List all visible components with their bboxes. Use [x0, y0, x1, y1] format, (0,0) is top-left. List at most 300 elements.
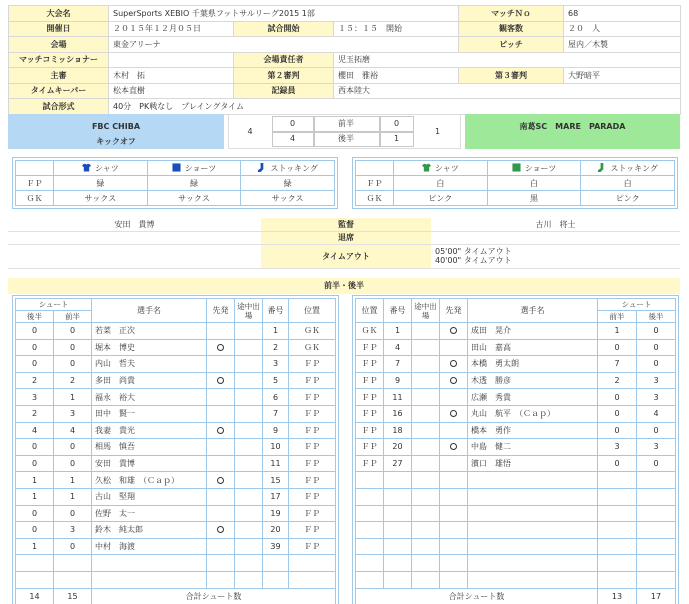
empty-cell [468, 522, 598, 539]
empty-cell [356, 555, 384, 572]
player-shots-first: 0 [54, 455, 92, 472]
shorts-header: ショーツ [524, 163, 557, 173]
empty-cell [384, 472, 412, 489]
table-row [16, 405, 336, 422]
player-number: 3 [263, 356, 289, 373]
away-total-first: 13 [598, 588, 637, 604]
empty-cell [384, 538, 412, 555]
starter-cell [207, 339, 235, 356]
starter-cell [440, 455, 468, 472]
empty-cell [207, 555, 235, 572]
away-team-name: 南葛SC MARE PARADA [519, 122, 626, 131]
empty-cell [412, 555, 440, 572]
starter-cell [207, 389, 235, 406]
player-shots-second: 0 [637, 339, 676, 356]
player-position: ＦＰ [289, 439, 336, 456]
player-name: 本橋 勇太朗 [468, 356, 598, 373]
empty-cell [637, 538, 676, 555]
table-row [356, 339, 676, 356]
player-position: ＦＰ [356, 439, 384, 456]
empty-cell [598, 505, 637, 522]
empty-cell [54, 571, 92, 588]
home-team-banner [8, 114, 224, 149]
sub-cell [235, 422, 263, 439]
sendoff-label: 退席 [261, 231, 431, 244]
player-position: ＧＫ [289, 339, 336, 356]
player-shots-second: 3 [637, 372, 676, 389]
empty-cell [54, 555, 92, 572]
home-kit-row: ＦＰ 緑 緑 緑 [16, 176, 335, 191]
player-shots-first: 0 [54, 439, 92, 456]
timekeeper-name: 松本直樹 [109, 83, 234, 99]
player-position: ＦＰ [356, 405, 384, 422]
player-shots-second: 3 [637, 439, 676, 456]
table-row [16, 455, 336, 472]
pitch-label: ピッチ [459, 37, 564, 53]
starter-cell [207, 538, 235, 555]
away-coach-name: 古川 将士 [431, 218, 680, 231]
starter-cell [440, 356, 468, 373]
table-row [356, 522, 676, 539]
empty-cell [412, 505, 440, 522]
venue-manager-name: 児玉拓磨 [334, 52, 681, 68]
player-shots-second: 4 [637, 405, 676, 422]
player-shots-first: 7 [598, 356, 637, 373]
player-number: 16 [384, 405, 412, 422]
empty-cell [440, 571, 468, 588]
table-row [16, 522, 336, 539]
player-number: 9 [263, 422, 289, 439]
player-shots-first: 0 [54, 339, 92, 356]
shorts-header: ショーツ [184, 163, 217, 173]
match-no-label: マッチＮｏ [459, 6, 564, 22]
shirt-header: シャツ [434, 163, 459, 173]
referee-label: 主審 [9, 68, 109, 84]
player-name: 田山 嘉高 [468, 339, 598, 356]
empty-cell [356, 488, 384, 505]
starter-cell [440, 389, 468, 406]
sub-cell [235, 323, 263, 340]
starter-header: 先発 [440, 299, 468, 323]
player-shots-second: 1 [16, 472, 54, 489]
away-kit-row: ＧＫ ピンク 黒 ピンク [356, 191, 675, 206]
home-coach-name: 安田 貴博 [8, 218, 261, 231]
player-shots-second: 0 [16, 439, 54, 456]
commissioner-label: マッチコミッショナー [9, 52, 109, 68]
second-ref-name: 櫻田 雅裕 [334, 68, 459, 84]
table-row [356, 439, 676, 456]
empty-cell [412, 472, 440, 489]
player-shots-second: 1 [16, 488, 54, 505]
player-name: 中村 海渡 [92, 538, 207, 555]
home-second-half-score: 4 [289, 134, 296, 143]
shoot-header: シュート [598, 299, 676, 311]
table-row [356, 571, 676, 588]
player-number: 9 [384, 372, 412, 389]
pitch-type: 屋内／木製 [564, 37, 681, 53]
player-name: 堀本 博史 [92, 339, 207, 356]
empty-cell [384, 488, 412, 505]
player-name: 鈴木 純太郎 [92, 522, 207, 539]
empty-cell [92, 571, 207, 588]
table-row [16, 488, 336, 505]
player-shots-first: 1 [54, 389, 92, 406]
away-timeouts [431, 244, 680, 268]
sub-cell [235, 488, 263, 505]
table-row [16, 422, 336, 439]
player-shots-first: 1 [54, 488, 92, 505]
starter-cell [207, 323, 235, 340]
player-shots-first: 1 [598, 323, 637, 340]
sub-cell [235, 405, 263, 422]
player-name: 木透 勝彦 [468, 372, 598, 389]
sub-cell [412, 405, 440, 422]
player-number: 6 [263, 389, 289, 406]
table-row [356, 389, 676, 406]
sub-cell [235, 339, 263, 356]
second-half-label: 後半 [338, 134, 354, 143]
player-shots-first: 0 [54, 356, 92, 373]
empty-cell [412, 522, 440, 539]
empty-cell [440, 538, 468, 555]
referee-name: 木村 拓 [109, 68, 234, 84]
table-row [16, 571, 336, 588]
starter-circle-icon [217, 526, 224, 533]
table-row [16, 372, 336, 389]
player-position: ＦＰ [356, 356, 384, 373]
player-position: ＦＰ [289, 488, 336, 505]
empty-cell [235, 571, 263, 588]
empty-cell [637, 505, 676, 522]
starter-circle-icon [217, 344, 224, 351]
table-row [16, 339, 336, 356]
away-timeout-entry: 40'00" タイムアウト [435, 256, 512, 265]
starter-cell [207, 505, 235, 522]
player-number: 20 [384, 439, 412, 456]
first-half-header: 前半 [598, 311, 637, 323]
empty-cell [356, 472, 384, 489]
sub-cell [235, 372, 263, 389]
player-name: 橋本 勇作 [468, 422, 598, 439]
match-no: 68 [564, 6, 681, 22]
starter-cell [207, 455, 235, 472]
player-number: 4 [384, 339, 412, 356]
sub-cell [412, 389, 440, 406]
player-shots-second: 0 [16, 455, 54, 472]
venue-manager-label: 会場責任者 [234, 52, 334, 68]
player-shots-first: 0 [598, 422, 637, 439]
sub-cell [412, 422, 440, 439]
number-header: 番号 [384, 299, 412, 323]
player-position: ＦＰ [289, 455, 336, 472]
away-total-score: 1 [434, 127, 441, 136]
away-team-banner [465, 114, 680, 149]
empty-cell [384, 505, 412, 522]
match-info-table [8, 5, 681, 115]
player-position: ＦＰ [289, 522, 336, 539]
shirt-icon [82, 163, 91, 172]
empty-cell [598, 472, 637, 489]
player-number: 17 [263, 488, 289, 505]
player-shots-second: 0 [637, 323, 676, 340]
recorder-name: 西本陸大 [334, 83, 681, 99]
empty-cell [598, 538, 637, 555]
home-roster-table [15, 298, 336, 604]
player-position: ＧＫ [289, 323, 336, 340]
player-shots-first: 3 [54, 405, 92, 422]
away-first-half-score: 0 [393, 119, 400, 128]
timekeeper-label: タイムキーパー [9, 83, 109, 99]
home-first-half-score: 0 [289, 119, 296, 128]
home-total-score: 4 [247, 127, 253, 136]
player-position: ＦＰ [356, 339, 384, 356]
table-row [16, 555, 336, 572]
player-position: ＦＰ [356, 422, 384, 439]
venue-name: 東金アリーナ [109, 37, 459, 53]
player-number: 1 [263, 323, 289, 340]
player-shots-first: 0 [54, 538, 92, 555]
player-name: 久松 和雄 （Ｃａｐ） [92, 472, 207, 489]
away-second-half-score: 1 [393, 134, 400, 143]
player-shots-first: 0 [598, 405, 637, 422]
player-number: 5 [263, 372, 289, 389]
empty-cell [440, 555, 468, 572]
starter-circle-icon [450, 410, 457, 417]
starter-cell [207, 405, 235, 422]
player-shots-second: 0 [16, 323, 54, 340]
second-half-header: 後半 [16, 311, 54, 323]
empty-cell [598, 555, 637, 572]
player-number: 7 [384, 356, 412, 373]
player-shots-first: 1 [54, 472, 92, 489]
third-ref-name: 大野暗平 [564, 68, 681, 84]
table-row [16, 538, 336, 555]
away-roster-table [355, 298, 676, 604]
empty-cell [289, 555, 336, 572]
player-position: ＦＰ [289, 372, 336, 389]
recorder-label: 記録員 [234, 83, 334, 99]
audience-count: ２０ 人 [564, 21, 681, 37]
match-format: 40分 PK戦なし プレイングタイム [109, 99, 681, 115]
player-shots-first: 0 [598, 339, 637, 356]
player-shots-first: 3 [54, 522, 92, 539]
empty-cell [263, 555, 289, 572]
kickoff-label: キックオフ [96, 137, 136, 146]
starter-cell [440, 372, 468, 389]
empty-cell [468, 555, 598, 572]
player-name: 内山 哲夫 [92, 356, 207, 373]
starter-cell [207, 522, 235, 539]
player-name: 田中 賢一 [92, 405, 207, 422]
shorts-icon [512, 163, 521, 172]
starter-circle-icon [450, 377, 457, 384]
empty-cell [440, 472, 468, 489]
player-shots-first: 0 [598, 455, 637, 472]
tournament-name: SuperSports XEBIO 千葉県フットサルリーグ2015 1部 [109, 6, 459, 22]
player-position: ＦＰ [289, 356, 336, 373]
starter-circle-icon [450, 360, 457, 367]
starter-cell [440, 422, 468, 439]
player-shots-second: 4 [16, 422, 54, 439]
first-half-header: 前半 [54, 311, 92, 323]
table-row [356, 422, 676, 439]
player-position: ＦＰ [289, 538, 336, 555]
player-name: 多田 尚貴 [92, 372, 207, 389]
player-number: 39 [263, 538, 289, 555]
table-row [356, 405, 676, 422]
sub-cell [235, 455, 263, 472]
player-name: 相馬 慎吾 [92, 439, 207, 456]
player-number: 19 [263, 505, 289, 522]
empty-cell [92, 555, 207, 572]
sub-cell [412, 323, 440, 340]
player-shots-second: 0 [16, 522, 54, 539]
empty-cell [468, 571, 598, 588]
home-total-first: 15 [54, 588, 92, 604]
starter-circle-icon [217, 377, 224, 384]
start-time: １５：１５ 開始 [334, 21, 459, 37]
sub-cell [235, 522, 263, 539]
sub-cell [235, 439, 263, 456]
player-number: 2 [263, 339, 289, 356]
player-shots-second: 0 [637, 455, 676, 472]
date-label: 開催日 [9, 21, 109, 37]
empty-cell [356, 571, 384, 588]
empty-cell [356, 505, 384, 522]
half-section-title: 前半・後半 [8, 278, 680, 294]
player-number: 11 [384, 389, 412, 406]
table-row [356, 372, 676, 389]
away-timeout-entry: 05'00" タイムアウト [435, 247, 512, 256]
table-row [16, 472, 336, 489]
sub-header: 途中出場 [235, 299, 263, 323]
staff-table [8, 218, 680, 269]
match-date: ２０１５年１２月０５日 [109, 21, 234, 37]
home-kit-table [15, 160, 335, 206]
format-label: 試合形式 [9, 99, 109, 115]
empty-cell [356, 538, 384, 555]
table-row [16, 505, 336, 522]
player-number: 20 [263, 522, 289, 539]
player-shots-first: 4 [54, 422, 92, 439]
total-shots-label: 合計シュート数 [356, 588, 598, 604]
venue-label: 会場 [9, 37, 109, 53]
table-row [356, 356, 676, 373]
player-shots-second: 2 [16, 372, 54, 389]
player-name: 中島 健二 [468, 439, 598, 456]
empty-cell [356, 522, 384, 539]
player-name: 丸山 航平 （Ｃａｐ） [468, 405, 598, 422]
starter-cell [207, 422, 235, 439]
player-shots-second: 1 [16, 538, 54, 555]
shirt-header: シャツ [94, 163, 119, 173]
socks-icon [597, 163, 606, 172]
sub-cell [235, 356, 263, 373]
start-label: 試合開始 [234, 21, 334, 37]
player-position: ＦＰ [289, 472, 336, 489]
player-name: 若菜 正次 [92, 323, 207, 340]
player-shots-second: 0 [637, 422, 676, 439]
player-shots-first: 0 [54, 323, 92, 340]
player-shots-first: 0 [54, 505, 92, 522]
empty-cell [598, 488, 637, 505]
away-kit-table [355, 160, 675, 206]
empty-cell [16, 555, 54, 572]
empty-cell [440, 522, 468, 539]
empty-cell [468, 472, 598, 489]
sub-cell [412, 439, 440, 456]
empty-cell [468, 505, 598, 522]
player-position: ＦＰ [289, 505, 336, 522]
empty-cell [637, 522, 676, 539]
player-shots-first: 2 [54, 372, 92, 389]
table-row [16, 356, 336, 373]
table-row [356, 505, 676, 522]
player-number: 10 [263, 439, 289, 456]
player-name: 佐野 太一 [92, 505, 207, 522]
shirt-icon [422, 163, 431, 172]
empty-cell [235, 555, 263, 572]
player-number: 27 [384, 455, 412, 472]
player-name: 福永 裕大 [92, 389, 207, 406]
empty-cell [412, 488, 440, 505]
table-row [356, 455, 676, 472]
player-position: ＦＰ [356, 372, 384, 389]
sub-cell [235, 505, 263, 522]
table-row [356, 488, 676, 505]
socks-header: ストッキング [270, 163, 318, 173]
player-position: ＦＰ [289, 405, 336, 422]
empty-cell [440, 488, 468, 505]
first-half-label: 前半 [338, 119, 354, 128]
starter-circle-icon [450, 327, 457, 334]
position-header: 位置 [289, 299, 336, 323]
scoreboard [228, 114, 461, 149]
table-row [356, 472, 676, 489]
starter-header: 先発 [207, 299, 235, 323]
empty-cell [384, 555, 412, 572]
player-position: ＦＰ [356, 455, 384, 472]
shorts-icon [172, 163, 181, 172]
sub-cell [412, 372, 440, 389]
sub-cell [235, 389, 263, 406]
sub-cell [412, 455, 440, 472]
player-shots-first: 0 [598, 389, 637, 406]
player-name: 成田 晃介 [468, 323, 598, 340]
player-name: 古山 堅翔 [92, 488, 207, 505]
empty-cell [468, 488, 598, 505]
table-row [16, 323, 336, 340]
player-shots-second: 0 [16, 356, 54, 373]
player-header: 選手名 [92, 299, 207, 323]
away-kit-row: ＦＰ 白 白 白 [356, 176, 675, 191]
timeout-label: タイムアウト [261, 244, 431, 268]
home-kit-row: ＧＫ サックス サックス サックス [16, 191, 335, 206]
empty-cell [637, 488, 676, 505]
empty-cell [384, 571, 412, 588]
empty-cell [263, 571, 289, 588]
starter-cell [440, 439, 468, 456]
sub-header: 途中出場 [412, 299, 440, 323]
player-number: 11 [263, 455, 289, 472]
player-shots-second: 0 [16, 505, 54, 522]
empty-cell [207, 571, 235, 588]
table-row [356, 323, 676, 340]
player-position: ＦＰ [289, 422, 336, 439]
socks-icon [257, 163, 266, 172]
commissioner-name [109, 52, 234, 68]
tournament-label: 大会名 [9, 6, 109, 22]
